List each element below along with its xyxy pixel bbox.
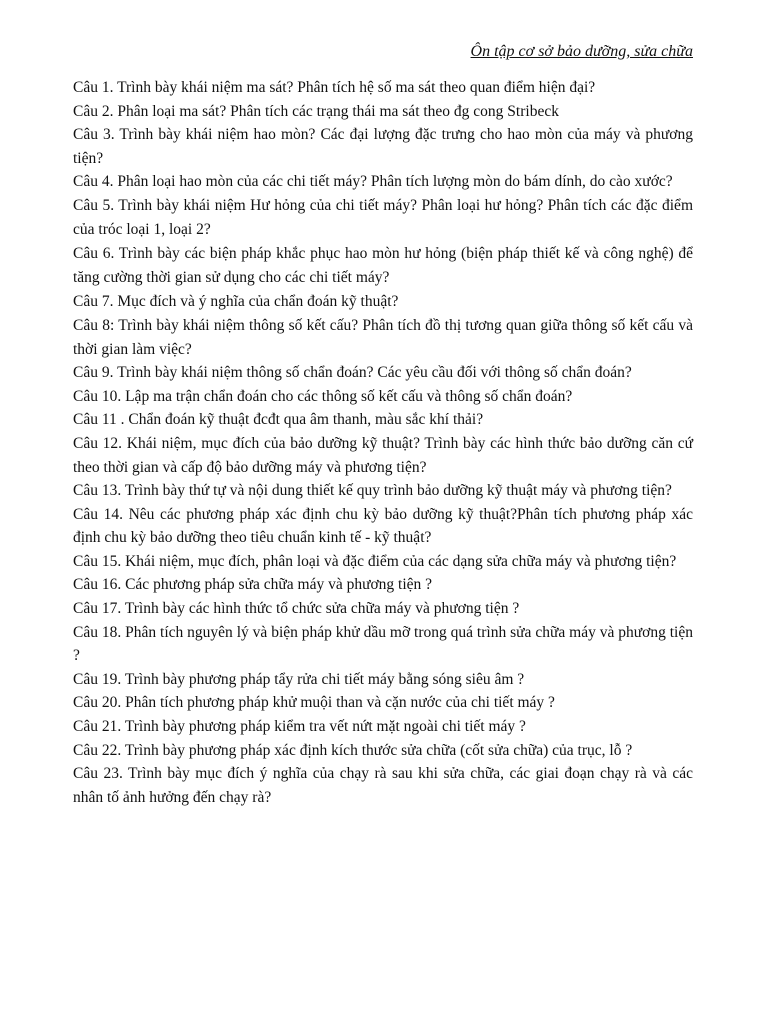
question-item: Câu 20. Phân tích phương pháp khử muội than và cặn nước của chi tiết máy ?: [73, 694, 555, 712]
question-item: Câu 21. Trình bày phương pháp kiểm tra vết nứt mặt ngoài chi tiết máy ?: [73, 718, 526, 736]
question-list: [73, 76, 693, 809]
question-item: Câu 13. Trình bày thứ tự và nội dung thiết kế quy trình bảo dưỡng kỹ thuật máy và phương tiện?: [73, 482, 672, 500]
question-item: Câu 12. Khái niệm, mục đích của bảo dưỡng kỹ thuật? Trình bày các hình thức bảo dưỡng căn cứ theo thời gian và cấp độ bảo dưỡng máy và phương tiện?: [73, 434, 693, 476]
question-item: Câu 3. Trình bày khái niệm hao mòn? Các đại lượng đặc trưng cho hao mòn của máy và phương tiện?: [73, 126, 693, 167]
question-item: Câu 15. Khái niệm, mục đích, phân loại và đặc điểm của các dạng sửa chữa máy và phương tiện?: [73, 552, 677, 570]
question-item: Câu 5. Trình bày khái niệm Hư hỏng của chi tiết máy? Phân loại hư hỏng? Phân tích các đặc điểm của tróc loại 1, loại 2?: [73, 196, 693, 238]
question-item: Câu 2. Phân loại ma sát? Phân tích các trạng thái ma sát theo đg cong Stribeck: [73, 102, 559, 120]
page-header-title: Ôn tập cơ sở bảo dưỡng, sửa chữa: [470, 43, 693, 60]
question-item: Câu 7. Mục đích và ý nghĩa của chẩn đoán kỹ thuật?: [73, 293, 399, 311]
question-item: Câu 11 . Chẩn đoán kỹ thuật đcđt qua âm thanh, màu sắc khí thải?: [73, 411, 484, 429]
question-item: Câu 9. Trình bày khái niệm thông số chẩn đoán? Các yêu cầu đối với thông số chẩn đoán?: [73, 364, 632, 382]
question-item: Câu 17. Trình bày các hình thức tổ chức sửa chữa máy và phương tiện ?: [73, 600, 520, 618]
question-item: Câu 4. Phân loại hao mòn của các chi tiết máy? Phân tích lượng mòn do bám dính, do cào xước?: [73, 173, 673, 191]
question-item: Câu 14. Nêu các phương pháp xác định chu kỳ bảo dưỡng kỹ thuật?Phân tích phương pháp xác định chu kỳ bảo dưỡng theo tiêu chuẩn kinh tế - kỹ thuật?: [73, 505, 693, 547]
question-item: Câu 22. Trình bày phương pháp xác định kích thước sửa chữa (cốt sửa chữa) của trục, lỗ ?: [73, 741, 633, 759]
question-item: Câu 16. Các phương pháp sửa chữa máy và phương tiện ?: [73, 576, 433, 594]
question-item: Câu 8: Trình bày khái niệm thông số kết cấu? Phân tích đồ thị tương quan giữa thông số kết cấu và thời gian làm việc?: [73, 316, 693, 358]
question-item: Câu 18. Phân tích nguyên lý và biện pháp khử dầu mỡ trong quá trình sửa chữa máy và phương tiện ?: [73, 623, 693, 665]
question-item: Câu 10. Lập ma trận chẩn đoán cho các thông số kết cấu và thông số chẩn đoán?: [73, 387, 573, 405]
question-item: Câu 6. Trình bày các biện pháp khắc phục hao mòn hư hỏng (biện pháp thiết kế và công nghệ) để tăng cường thời gian sử dụng cho các chi tiết máy?: [73, 245, 693, 286]
question-item: Câu 19. Trình bày phương pháp tẩy rửa chi tiết máy bằng sóng siêu âm ?: [73, 670, 525, 688]
question-item: Câu 23. Trình bày mục đích ý nghĩa của chạy rà sau khi sửa chữa, các giai đoạn chạy rà và các nhân tố ảnh hưởng đến chạy rà?: [73, 765, 693, 806]
question-item: Câu 1. Trình bày khái niệm ma sát? Phân tích hệ số ma sát theo quan điểm hiện đại?: [73, 79, 596, 96]
